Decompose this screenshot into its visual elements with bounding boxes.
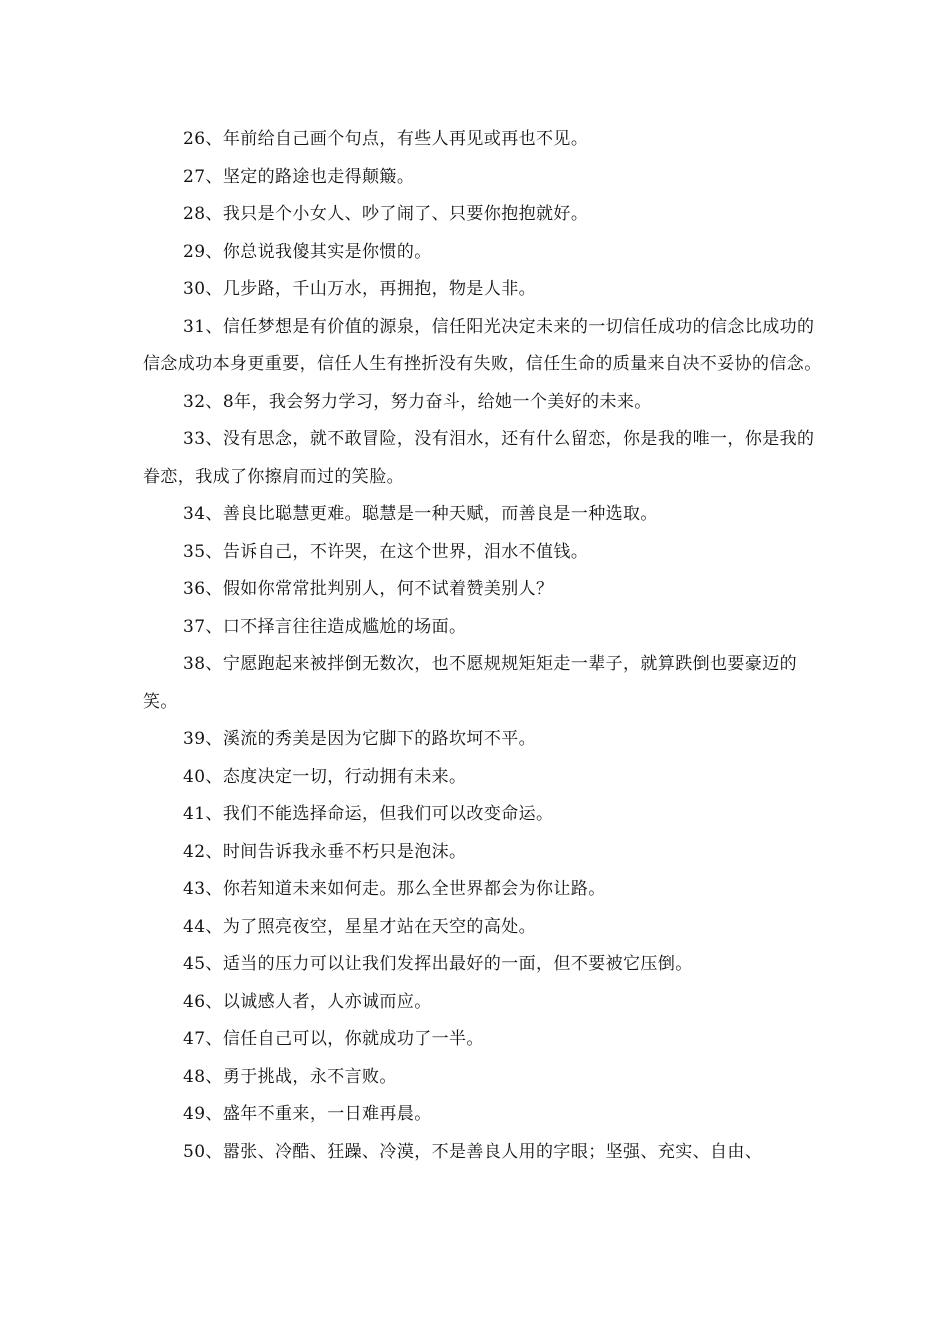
list-item: 29、你总说我傻其实是你惯的。	[183, 241, 432, 262]
list-item: 37、口不择言往往造成尴尬的场面。	[183, 616, 467, 637]
list-item: 36、假如你常常批判别人，何不试着赞美别人？	[183, 579, 554, 599]
document-body	[143, 121, 823, 1171]
list-item: 50、嚣张、冷酷、狂躁、冷漠，不是善良人用的字眼；坚强、充实、自由、	[183, 1141, 763, 1162]
list-item: 41、我们不能选择命运，但我们可以改变命运。	[183, 804, 554, 824]
list-item: 32、8年，我会努力学习，努力奋斗，给她一个美好的未来。	[183, 391, 652, 412]
list-item: 40、态度决定一切，行动拥有未来。	[183, 766, 467, 787]
list-item: 46、以诚感人者，人亦诚而应。	[183, 991, 432, 1012]
list-item: 44、为了照亮夜空，星星才站在天空的高处。	[183, 916, 537, 937]
list-item: 39、溪流的秀美是因为它脚下的路坎坷不平。	[183, 729, 537, 749]
list-item: 48、勇于挑战，永不言败。	[183, 1066, 397, 1087]
list-item: 27、坚定的路途也走得颠簸。	[183, 166, 415, 187]
list-item: 42、时间告诉我永垂不朽只是泡沫。	[183, 841, 467, 862]
list-item: 30、几步路，千山万水，再拥抱，物是人非。	[183, 279, 537, 299]
list-item: 43、你若知道未来如何走。那么全世界都会为你让路。	[183, 879, 606, 899]
list-item: 49、盛年不重来，一日难再晨。	[183, 1104, 432, 1124]
list-item: 38、宁愿跑起来被拌倒无数次，也不愿规规矩矩走一辈子，就算跌倒也要豪迈的笑。	[143, 654, 798, 712]
list-item: 47、信任自己可以，你就成功了一半。	[183, 1029, 484, 1049]
list-item: 28、我只是个小女人、吵了闹了、只要你抱抱就好。	[183, 204, 589, 224]
list-item: 45、适当的压力可以让我们发挥出最好的一面，但不要被它压倒。	[183, 954, 693, 974]
list-item: 33、没有思念，就不敢冒险，没有泪水，还有什么留恋，你是我的唯一，你是我的眷恋，我成了你擦肩而过的笑脸。	[143, 429, 815, 487]
list-item: 34、善良比聪慧更难。聪慧是一种天赋，而善良是一种选取。	[183, 504, 658, 524]
list-item: 31、信任梦想是有价值的源泉，信任阳光决定未来的一切信任成功的信念比成功的信念成功本身更重要，信任人生有挫折没有失败，信任生命的质量来自决不妥协的信念。	[143, 316, 822, 374]
list-item: 26、年前给自己画个句点，有些人再见或再也不见。	[183, 129, 589, 149]
list-item: 35、告诉自己，不许哭，在这个世界，泪水不值钱。	[183, 541, 589, 562]
